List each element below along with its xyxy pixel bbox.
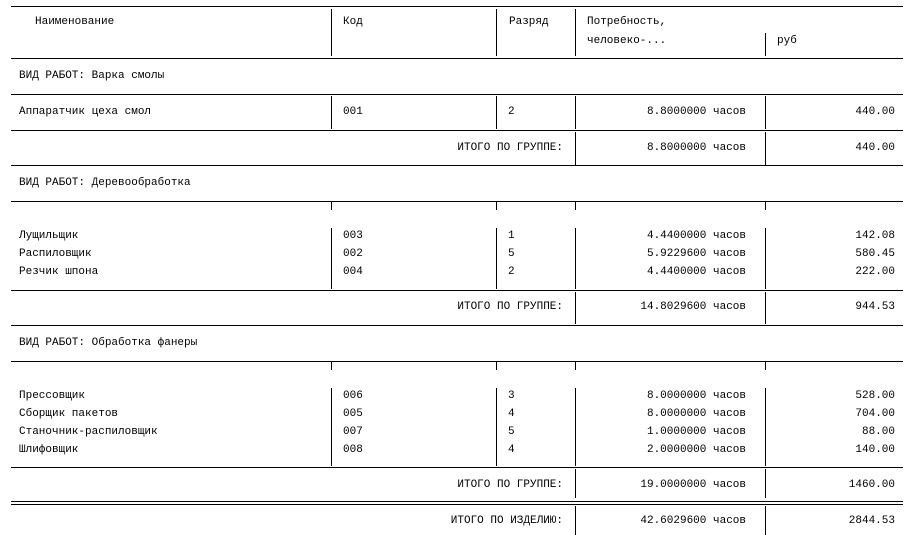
row-divider <box>575 228 576 289</box>
group-rule <box>11 201 903 202</box>
row-rub: 704.00 <box>855 408 895 420</box>
subtotal-divider <box>765 292 766 324</box>
subtotal-divider <box>575 132 576 165</box>
row-rub: 528.00 <box>855 390 895 402</box>
subtotal-rub: 944.53 <box>855 301 895 313</box>
row-divider <box>331 96 332 129</box>
subtotal-rule <box>11 467 903 468</box>
row-hours: 2.0000000 часов <box>646 444 746 456</box>
header-need-line1: Потребность, <box>587 16 667 28</box>
header-grade: Разряд <box>509 16 549 28</box>
row-hours: 4.4400000 часов <box>646 230 746 242</box>
subtotal-label: ИТОГО ПО ГРУППЕ: <box>457 301 563 313</box>
grand-total-label: ИТОГО ПО ИЗДЕЛИЮ: <box>450 515 563 527</box>
subtotal-rub: 440.00 <box>855 142 895 154</box>
subtotal-hours: 14.8029600 часов <box>640 301 746 313</box>
subtotal-rule <box>11 130 903 131</box>
header-divider <box>331 9 332 56</box>
row-divider <box>331 388 332 466</box>
subtotal-rule <box>11 290 903 291</box>
header-divider <box>765 33 766 56</box>
row-code: 001 <box>343 106 363 118</box>
row-hours: 4.4400000 часов <box>646 266 746 278</box>
subtotal-label: ИТОГО ПО ГРУППЕ: <box>457 479 563 491</box>
row-name: Станочник-распиловщик <box>19 426 158 438</box>
row-grade: 1 <box>508 230 515 242</box>
subtotal-divider <box>575 469 576 498</box>
row-divider <box>331 202 332 210</box>
row-code: 003 <box>343 230 363 242</box>
row-name: Шлифовщик <box>19 444 79 456</box>
header-rub: руб <box>777 35 797 47</box>
row-hours: 8.8000000 часов <box>646 106 746 118</box>
row-divider <box>575 202 576 210</box>
grand-total-hours: 42.6029600 часов <box>640 515 746 527</box>
row-divider <box>765 388 766 466</box>
row-grade: 4 <box>508 444 515 456</box>
row-divider <box>331 362 332 370</box>
row-rub: 142.08 <box>855 230 895 242</box>
row-code: 007 <box>343 426 363 438</box>
row-grade: 2 <box>508 266 515 278</box>
row-divider <box>496 96 497 129</box>
row-code: 006 <box>343 390 363 402</box>
row-rub: 140.00 <box>855 444 895 456</box>
grand-total-rub: 2844.53 <box>848 515 895 527</box>
header-divider <box>496 9 497 56</box>
row-grade: 4 <box>508 408 515 420</box>
grand-total-double-rule <box>11 501 903 502</box>
row-hours: 5.9229600 часов <box>646 248 746 260</box>
row-divider <box>765 362 766 370</box>
subtotal-rub: 1460.00 <box>848 479 895 491</box>
grand-total-double-rule <box>11 504 903 505</box>
row-hours: 8.0000000 часов <box>646 408 746 420</box>
row-code: 005 <box>343 408 363 420</box>
grand-total-divider <box>575 506 576 535</box>
row-name: Сборщик пакетов <box>19 408 119 420</box>
row-divider <box>496 362 497 370</box>
row-divider <box>765 228 766 289</box>
row-divider <box>496 202 497 210</box>
grand-total-divider <box>765 506 766 535</box>
header-code: Код <box>343 16 363 28</box>
row-hours: 8.0000000 часов <box>646 390 746 402</box>
group-rule <box>11 94 903 95</box>
subtotal-hours: 8.8000000 часов <box>646 142 746 154</box>
row-code: 008 <box>343 444 363 456</box>
row-divider <box>575 362 576 370</box>
row-grade: 2 <box>508 106 515 118</box>
subtotal-label: ИТОГО ПО ГРУППЕ: <box>457 142 563 154</box>
row-divider <box>575 388 576 466</box>
row-divider <box>765 202 766 210</box>
row-divider <box>765 96 766 129</box>
top-rule <box>11 6 903 7</box>
row-grade: 5 <box>508 248 515 260</box>
subtotal-hours: 19.0000000 часов <box>640 479 746 491</box>
header-need-line2: человеко-... <box>587 35 667 47</box>
row-rub: 440.00 <box>855 106 895 118</box>
row-rub: 580.45 <box>855 248 895 260</box>
row-divider <box>331 228 332 289</box>
header-bottom-rule <box>11 58 903 59</box>
group-title: ВИД РАБОТ: Обработка фанеры <box>19 337 198 349</box>
header-name: Наименование <box>35 16 115 28</box>
row-code: 004 <box>343 266 363 278</box>
row-hours: 1.0000000 часов <box>646 426 746 438</box>
group-end-rule <box>11 165 903 166</box>
group-title: ВИД РАБОТ: Деревообработка <box>19 177 191 189</box>
subtotal-divider <box>575 292 576 324</box>
row-rub: 88.00 <box>861 426 895 438</box>
subtotal-divider <box>765 469 766 498</box>
row-divider <box>496 228 497 289</box>
row-grade: 5 <box>508 426 515 438</box>
group-end-rule <box>11 325 903 326</box>
group-rule <box>11 361 903 362</box>
row-name: Прессовщик <box>19 390 86 402</box>
row-code: 002 <box>343 248 363 260</box>
row-name: Распиловщик <box>19 248 92 260</box>
row-name: Аппаратчик цеха смол <box>19 106 152 118</box>
header-divider <box>575 9 576 56</box>
row-name: Лущильщик <box>19 230 79 242</box>
row-grade: 3 <box>508 390 515 402</box>
row-divider <box>496 388 497 466</box>
subtotal-divider <box>765 132 766 165</box>
row-rub: 222.00 <box>855 266 895 278</box>
group-title: ВИД РАБОТ: Варка смолы <box>19 70 165 82</box>
row-name: Резчик шпона <box>19 266 99 278</box>
row-divider <box>575 96 576 129</box>
